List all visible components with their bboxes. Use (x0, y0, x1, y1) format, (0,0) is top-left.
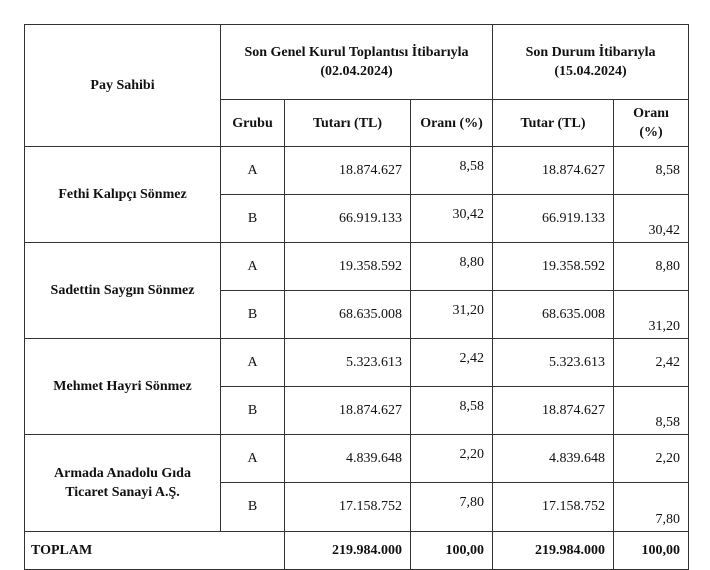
ratio1-cell: 2,42 (411, 339, 493, 387)
header-row (25, 25, 689, 100)
owner-header: Pay Sahibi (25, 25, 221, 147)
group-cell: A (221, 339, 285, 387)
period2-header: Son Durum İtibarıyla (15.04.2024) (493, 25, 689, 100)
ratio1-cell: 30,42 (411, 195, 493, 243)
ratio1-cell: 31,20 (411, 291, 493, 339)
amount1-cell: 18.874.627 (285, 147, 411, 195)
amount2-cell: 17.158.752 (493, 483, 614, 532)
ratio1-header: Oranı (%) (411, 100, 493, 147)
total-ratio1: 100,00 (411, 532, 493, 570)
ratio1-cell: 8,80 (411, 243, 493, 291)
amount1-cell: 4.839.648 (285, 435, 411, 483)
amount1-cell: 17.158.752 (285, 483, 411, 532)
amount2-cell: 18.874.627 (493, 387, 614, 435)
table-row (25, 243, 689, 291)
ratio2-header: Oranı (%) (614, 100, 689, 147)
ratio1-cell: 7,80 (411, 483, 493, 532)
ratio1-cell: 2,20 (411, 435, 493, 483)
ratio2-cell: 30,42 (614, 195, 689, 243)
amount1-cell: 5.323.613 (285, 339, 411, 387)
amount2-cell: 66.919.133 (493, 195, 614, 243)
owner-name: Armada Anadolu Gıda Ticaret Sanayi A.Ş. (25, 435, 221, 532)
amount2-cell: 68.635.008 (493, 291, 614, 339)
amount2-cell: 5.323.613 (493, 339, 614, 387)
amount1-cell: 19.358.592 (285, 243, 411, 291)
total-label: TOPLAM (25, 532, 285, 570)
group-cell: A (221, 435, 285, 483)
amount1-cell: 68.635.008 (285, 291, 411, 339)
amount1-cell: 18.874.627 (285, 387, 411, 435)
ratio2-cell: 8,80 (614, 243, 689, 291)
group-cell: B (221, 387, 285, 435)
ratio2-cell: 8,58 (614, 387, 689, 435)
amount2-cell: 19.358.592 (493, 243, 614, 291)
total-amount2: 219.984.000 (493, 532, 614, 570)
ratio2-cell: 8,58 (614, 147, 689, 195)
ratio2-cell: 2,20 (614, 435, 689, 483)
ratio1-cell: 8,58 (411, 387, 493, 435)
ratio2-cell: 7,80 (614, 483, 689, 532)
owner-name: Mehmet Hayri Sönmez (25, 339, 221, 435)
owner-name: Fethi Kalıpçı Sönmez (25, 147, 221, 243)
amount1-header: Tutarı (TL) (285, 100, 411, 147)
amount1-cell: 66.919.133 (285, 195, 411, 243)
amount2-cell: 18.874.627 (493, 147, 614, 195)
table-row (25, 147, 689, 195)
group-cell: B (221, 291, 285, 339)
ratio2-cell: 2,42 (614, 339, 689, 387)
ratio1-cell: 8,58 (411, 147, 493, 195)
group-header: Grubu (221, 100, 285, 147)
total-amount1: 219.984.000 (285, 532, 411, 570)
ratio2-cell: 31,20 (614, 291, 689, 339)
group-cell: A (221, 243, 285, 291)
owner-name: Sadettin Saygın Sönmez (25, 243, 221, 339)
table-row (25, 339, 689, 387)
amount2-header: Tutar (TL) (493, 100, 614, 147)
group-cell: B (221, 195, 285, 243)
amount2-cell: 4.839.648 (493, 435, 614, 483)
shareholder-table (24, 24, 689, 570)
total-ratio2: 100,00 (614, 532, 689, 570)
period1-header: Son Genel Kurul Toplantısı İtibarıyla (02.04.2024) (221, 25, 493, 100)
group-cell: B (221, 483, 285, 532)
group-cell: A (221, 147, 285, 195)
table-row (25, 435, 689, 483)
total-row (25, 532, 689, 570)
